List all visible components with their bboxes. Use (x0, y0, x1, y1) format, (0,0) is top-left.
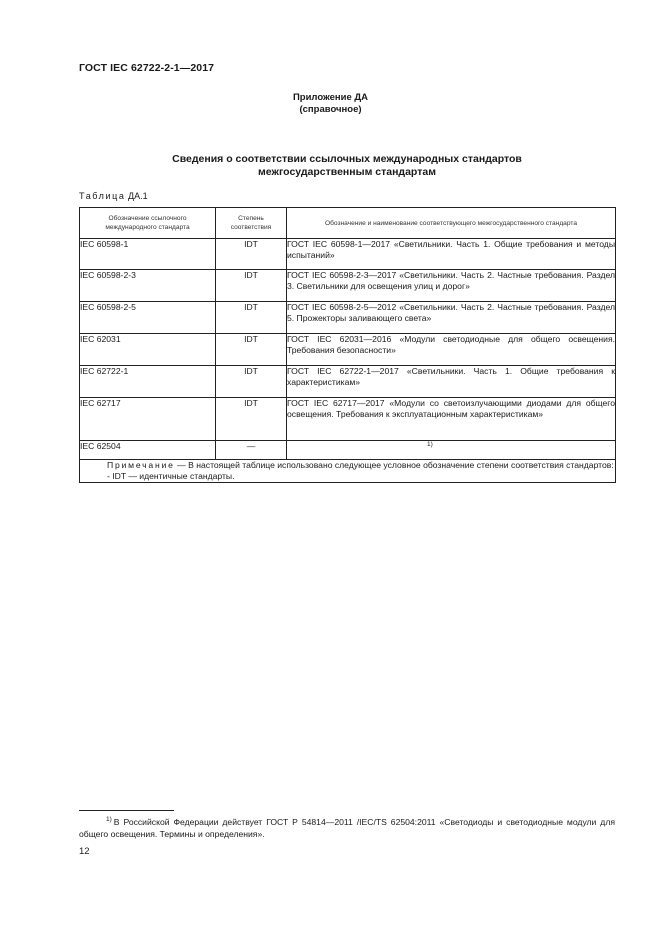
table-row (80, 366, 616, 398)
note-text: — В настоящей таблице использовано следующее условное обозначение степени соответствия стандартов: (177, 460, 614, 470)
cell-name: ГОСТ IEC 60598-1—2017 «Светильники. Часть 1. Общие требования и методы испытаний» (287, 239, 616, 270)
column-header-degree: Степень соответствия (216, 208, 287, 239)
table-row (80, 334, 616, 366)
table-row (80, 441, 616, 460)
footnote-ref-mark: 1) (427, 441, 433, 448)
cell-ref: IEC 60598-1 (80, 239, 216, 270)
cell-degree: IDT (216, 334, 287, 366)
cell-degree: IDT (216, 366, 287, 398)
footnote-text: В Российской Федерации действует ГОСТ Р 54814—2011 /IEC/TS 62504:2011 «Светодиоды и светодиодные модули для общего освещения. Термины и определения». (79, 816, 615, 839)
page-number: 12 (79, 846, 90, 857)
document-code: ГОСТ IEC 62722-2-1—2017 (79, 62, 215, 74)
cell-ref: IEC 60598-2-5 (80, 302, 216, 334)
table-caption-label: Таблица (79, 191, 126, 201)
cell-name: ГОСТ IEC 62722-1—2017 «Светильники. Часть 1. Общие требования к характеристикам» (287, 366, 616, 398)
cell-degree: IDT (216, 270, 287, 302)
footnote-separator (79, 810, 174, 811)
table-note-row (80, 460, 616, 483)
standards-table (79, 207, 616, 483)
footnote (79, 814, 615, 840)
table-row (80, 239, 616, 270)
section-heading-line2: межгосударственным стандартам (258, 166, 436, 178)
table-row (80, 270, 616, 302)
table-row (80, 398, 616, 441)
note-label: Примечание (107, 460, 175, 470)
section-heading (79, 153, 615, 179)
cell-name (287, 441, 616, 460)
table-row (80, 302, 616, 334)
table-header-row (80, 208, 616, 239)
column-header-ref: Обозначение ссылочного международного стандарта (80, 208, 216, 239)
cell-ref: IEC 62717 (80, 398, 216, 441)
table-caption-number: ДА.1 (128, 191, 148, 201)
cell-name: ГОСТ IEC 60598-2-3—2017 «Светильники. Часть 2. Частные требования. Раздел 3. Светильники для освещения улиц и дорог» (287, 270, 616, 302)
cell-degree: IDT (216, 239, 287, 270)
cell-name: ГОСТ IEC 62717—2017 «Модули со светоизлучающими диодами для общего освещения. Требования к эксплуатационным характеристикам» (287, 398, 616, 441)
cell-degree: IDT (216, 398, 287, 441)
appendix-block (0, 92, 661, 116)
cell-name: ГОСТ IEC 62031—2016 «Модули светодиодные для общего освещения. Требования безопасности» (287, 334, 616, 366)
appendix-subtitle: (справочное) (299, 104, 362, 115)
footnote-mark: 1) (106, 816, 112, 823)
appendix-title: Приложение ДА (292, 92, 369, 103)
cell-name: ГОСТ IEC 60598-2-5—2012 «Светильники. Часть 2. Частные требования. Раздел 5. Прожекторы заливающего света» (287, 302, 616, 334)
cell-degree: IDT (216, 302, 287, 334)
cell-ref: IEC 62504 (80, 441, 216, 460)
cell-ref: IEC 62722-1 (80, 366, 216, 398)
section-heading-line1: Сведения о соответствии ссылочных международных стандартов (172, 153, 522, 165)
table-note (80, 460, 616, 483)
table-caption (79, 191, 148, 201)
column-header-name: Обозначение и наименование соответствующего межгосударственного стандарта (287, 208, 616, 239)
note-item: - IDT — идентичные стандарты. (107, 471, 235, 481)
cell-ref: IEC 62031 (80, 334, 216, 366)
cell-ref: IEC 60598-2-3 (80, 270, 216, 302)
cell-degree: — (216, 441, 287, 460)
